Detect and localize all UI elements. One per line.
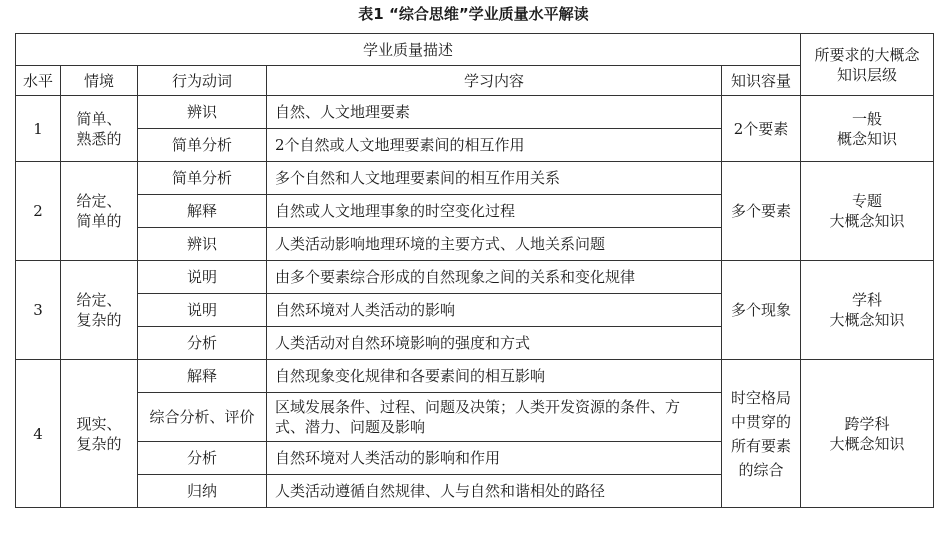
concept-line: 大概念知识 [829, 311, 905, 329]
content-cell: 由多个要素综合形成的自然现象之间的关系和变化规律 [267, 261, 722, 294]
header-concept-line2: 知识层级 [837, 65, 898, 84]
content-line: 区域发展条件、过程、问题及决策；人类开发资源的条件、方 [275, 398, 681, 416]
header-situation: 情境 [61, 66, 138, 96]
concept-line: 学科 [852, 291, 883, 309]
situation-line: 复杂的 [76, 311, 122, 329]
content-cell: 多个自然和人文地理要素间的相互作用关系 [267, 162, 722, 195]
header-verb: 行为动词 [138, 66, 267, 96]
level-number: 1 [16, 96, 61, 162]
verb-cell: 综合分析、评价 [138, 393, 267, 442]
verb-cell: 辨识 [138, 228, 267, 261]
concept-cell [801, 360, 934, 508]
verb-cell: 解释 [138, 360, 267, 393]
capacity-line: 的综合 [738, 460, 784, 479]
content-cell: 2个自然或人文地理要素间的相互作用 [267, 129, 722, 162]
level-number: 3 [16, 261, 61, 360]
situation-line: 给定、 [76, 192, 122, 210]
concept-cell [801, 96, 934, 162]
content-line: 式、潜力、问题及影响 [275, 418, 426, 436]
quality-table [15, 33, 934, 508]
situation-line: 复杂的 [76, 434, 122, 453]
situation-cell [61, 162, 138, 261]
table-row [16, 261, 934, 294]
concept-line: 大概念知识 [829, 434, 905, 453]
capacity-line: 中贯穿的 [731, 412, 792, 431]
capacity-cell: 多个要素 [722, 162, 801, 261]
situation-cell [61, 261, 138, 360]
verb-cell: 解释 [138, 195, 267, 228]
header-concept-line1: 所要求的大概念 [814, 45, 920, 64]
content-cell: 人类活动对自然环境影响的强度和方式 [267, 327, 722, 360]
concept-line: 概念知识 [837, 129, 898, 148]
verb-cell: 归纳 [138, 475, 267, 508]
situation-line: 简单的 [76, 212, 122, 230]
verb-cell: 辨识 [138, 96, 267, 129]
content-cell: 自然环境对人类活动的影响和作用 [267, 442, 722, 475]
content-cell: 人类活动影响地理环境的主要方式、人地关系问题 [267, 228, 722, 261]
concept-cell [801, 162, 934, 261]
verb-cell: 分析 [138, 327, 267, 360]
header-row-1 [16, 34, 934, 66]
concept-line: 大概念知识 [829, 212, 905, 230]
header-group: 学业质量描述 [16, 34, 801, 66]
content-cell: 自然环境对人类活动的影响 [267, 294, 722, 327]
content-cell: 自然或人文地理事象的时空变化过程 [267, 195, 722, 228]
situation-line: 简单、 [76, 109, 122, 128]
content-cell: 自然现象变化规律和各要素间的相互影响 [267, 360, 722, 393]
header-row-2 [16, 66, 934, 96]
situation-cell [61, 96, 138, 162]
verb-cell: 简单分析 [138, 129, 267, 162]
content-cell: 自然、人文地理要素 [267, 96, 722, 129]
header-level: 水平 [16, 66, 61, 96]
table-row [16, 162, 934, 195]
situation-cell [61, 360, 138, 508]
header-capacity: 知识容量 [722, 66, 801, 96]
situation-line: 熟悉的 [76, 129, 122, 148]
table-row [16, 96, 934, 129]
capacity-line: 时空格局 [731, 388, 792, 407]
level-number: 2 [16, 162, 61, 261]
content-cell [267, 393, 722, 442]
capacity-cell: 多个现象 [722, 261, 801, 360]
verb-cell: 简单分析 [138, 162, 267, 195]
concept-line: 专题 [852, 192, 883, 210]
capacity-line: 所有要素 [731, 436, 792, 455]
content-cell: 人类活动遵循自然规律、人与自然和谐相处的路径 [267, 475, 722, 508]
header-concept [801, 34, 934, 96]
verb-cell: 说明 [138, 294, 267, 327]
verb-cell: 说明 [138, 261, 267, 294]
concept-line: 一般 [852, 109, 883, 128]
table-row [16, 360, 934, 393]
level-number: 4 [16, 360, 61, 508]
capacity-cell [722, 360, 801, 508]
table-caption: 表1 “综合思维”学业质量水平解读 [358, 5, 589, 23]
verb-cell: 分析 [138, 442, 267, 475]
header-content: 学习内容 [267, 66, 722, 96]
capacity-cell: 2个要素 [722, 96, 801, 162]
situation-line: 现实、 [76, 414, 122, 433]
concept-line: 跨学科 [844, 414, 890, 433]
situation-line: 给定、 [76, 291, 122, 309]
concept-cell [801, 261, 934, 360]
